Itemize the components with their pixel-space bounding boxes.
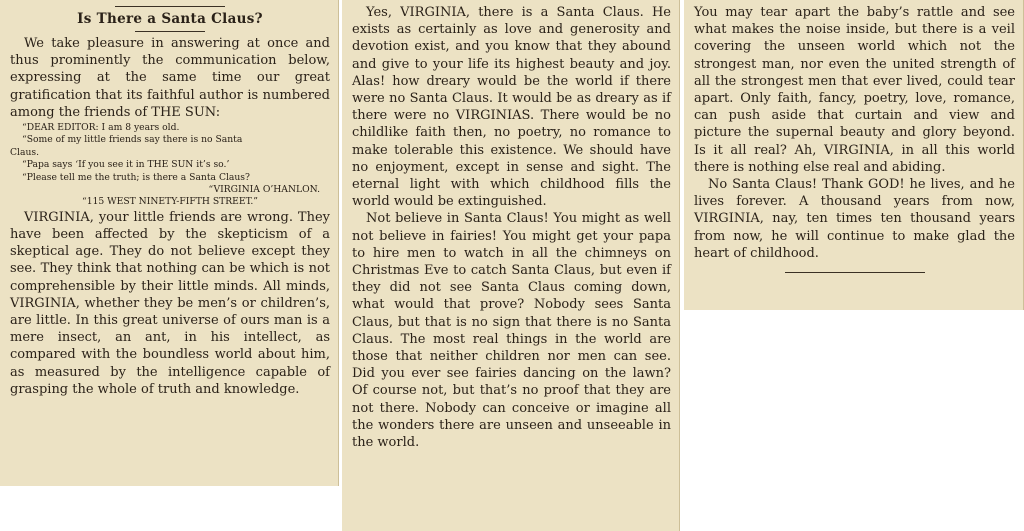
- letter-line: “Some of my little friends say there is no Santa: [22, 134, 243, 146]
- letter-address: “115 WEST NINETY-FIFTH STREET.”: [82, 196, 258, 208]
- reply-paragraph-3: Not believe in Santa Claus! You might as well not believe in fairies! You might get your papa to hire men to watch in all the chimneys on Christmas Eve to catch Santa Claus, but even if they did not see Santa Claus coming down, what would that prove? Nobody sees Santa Claus, but that is no sign that there is no Santa Claus. The most real things in the world are those that neither children nor men can see. Did you ever see fairies dancing on the lawn? Of course not, but that’s no proof that they are not there. Nobody can conceive or imagine all the wonders there are unseen and unseeable in the world.: [352, 211, 671, 451]
- letter-line: “Please tell me the truth; is there a Santa Claus?: [22, 171, 250, 183]
- letter-line: “Papa says ‘If you see it in THE SUN it’s so.’: [22, 159, 230, 171]
- reply-paragraph-2: Yes, VIRGINIA, there is a Santa Claus. He exists as certainly as love and generosity and devotion exist, and you know that they abound and give to your life its highest beauty and joy. Alas! how dreary would be the world if there were no Santa Claus. It would be as dreary as if there were no VIRGINIAS. There would be no childlike faith then, no poetry, no romance to make tolerable this existence. We should have no enjoyment, except in sense and sight. The eternal light with which childhood fills the world would be extinguished.: [352, 5, 671, 210]
- end-rule: [785, 272, 925, 273]
- newspaper-column-1: [0, 0, 339, 486]
- letter-signature: “VIRGINIA O’HANLON.: [208, 184, 320, 196]
- reply-paragraph-4: You may tear apart the baby’s rattle and see what makes the noise inside, but there is a veil covering the unseen world which not the strongest man, nor even the united strength of all the strongest men that ever lived, could tear apart. Only faith, fancy, poetry, love, romance, can push aside that curtain and view and picture the supernal beauty and glory beyond. Is it all real? Ah, VIRGINIA, in all this world there is nothing else real and abiding.: [694, 5, 1015, 175]
- article-title: Is There a Santa Claus?: [77, 11, 263, 27]
- title-rule: [115, 6, 225, 7]
- reply-paragraph-1: VIRGINIA, your little friends are wrong. They have been affected by the skepticism of a skeptical age. They do not believe except they see. They think that nothing can be which is not comprehensible by their little minds. All minds, VIRGINIA, whether they be men’s or children’s, are little. In this great universe of ours man is a mere insect, an ant, in his intellect, as compared with the boundless world about him, as measured by the intelligence capable of grasping the whole of truth and knowledge.: [10, 209, 330, 397]
- newspaper-column-3: [684, 0, 1024, 310]
- title-underline: [135, 31, 205, 32]
- virginia-letter: [10, 122, 330, 209]
- reply-paragraph-5: No Santa Claus! Thank GOD! he lives, and he lives forever. A thousand years from now, VIRGINIA, nay, ten times ten thousand years from now, he will continue to make glad the heart of childhood.: [694, 177, 1015, 261]
- intro-paragraph: We take pleasure in answering at once and thus prominently the communication below, expressing at the same time our great gratification that its faithful author is numbered among the friends of THE SUN:: [10, 36, 330, 120]
- newspaper-column-2: [342, 0, 680, 531]
- letter-line: Claus.: [10, 146, 39, 158]
- letter-line: “DEAR EDITOR: I am 8 years old.: [22, 122, 180, 134]
